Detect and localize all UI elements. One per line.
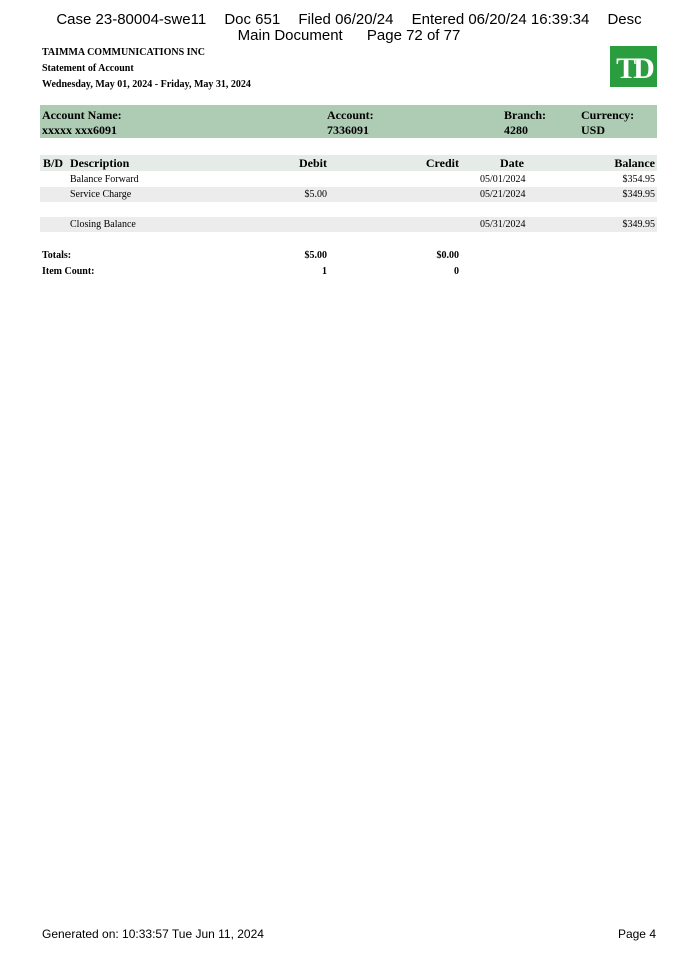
td-logo bbox=[610, 46, 657, 87]
doc-number: Doc 651 bbox=[224, 11, 281, 28]
case-number: Case 23-80004-swe11 bbox=[56, 11, 207, 28]
account-number-label: Account: bbox=[327, 108, 374, 122]
entered-date: Entered 06/20/24 16:39:34 bbox=[411, 11, 590, 28]
company-name: TAIMMA COMMUNICATIONS INC bbox=[42, 47, 205, 58]
col-debit: Debit bbox=[299, 156, 327, 170]
currency-label: Currency: bbox=[581, 108, 635, 122]
account-number-value: 7336091 bbox=[327, 123, 369, 137]
debit-item-count: 1 bbox=[322, 266, 327, 277]
desc-label: Desc bbox=[607, 11, 642, 28]
branch-label: Branch: bbox=[504, 108, 546, 122]
col-description: Description bbox=[70, 156, 130, 170]
row-date: 05/31/2024 bbox=[480, 219, 526, 230]
account-name-value: xxxxx xxx6091 bbox=[42, 123, 117, 137]
table-row bbox=[40, 172, 657, 187]
transactions-column-header bbox=[40, 155, 657, 171]
main-document-label: Main Document bbox=[237, 27, 343, 44]
court-filing-header bbox=[0, 12, 698, 44]
generated-timestamp: Generated on: 10:33:57 Tue Jun 11, 2024 bbox=[42, 927, 264, 941]
row-date: 05/01/2024 bbox=[480, 174, 526, 185]
credit-total: $0.00 bbox=[436, 250, 459, 261]
col-credit: Credit bbox=[425, 156, 459, 170]
row-date: 05/21/2024 bbox=[480, 189, 526, 200]
statement-period: Wednesday, May 01, 2024 - Friday, May 31, 2024 bbox=[42, 79, 251, 90]
td-logo-mark bbox=[614, 52, 654, 82]
row-description: Balance Forward bbox=[70, 174, 139, 185]
credit-item-count: 0 bbox=[454, 266, 459, 277]
row-balance: $349.95 bbox=[622, 189, 655, 200]
branch-value: 4280 bbox=[504, 123, 528, 137]
table-row bbox=[40, 202, 657, 217]
table-row bbox=[40, 217, 657, 232]
account-info-band bbox=[40, 105, 657, 138]
currency-value: USD bbox=[581, 123, 606, 137]
row-balance: $349.95 bbox=[622, 219, 655, 230]
row-description: Service Charge bbox=[70, 189, 132, 200]
row-debit: $5.00 bbox=[304, 189, 327, 200]
td-logo-text: TD bbox=[615, 51, 652, 82]
debit-total: $5.00 bbox=[304, 250, 327, 261]
page-number: Page 4 bbox=[617, 927, 656, 941]
filed-date: Filed 06/20/24 bbox=[298, 11, 394, 28]
table-row bbox=[40, 187, 657, 202]
court-page-number: Page 72 of 77 bbox=[366, 27, 461, 44]
col-date: Date bbox=[500, 156, 524, 170]
col-balance: Balance bbox=[614, 156, 655, 170]
row-description: Closing Balance bbox=[70, 219, 136, 230]
item-count-label: Item Count: bbox=[42, 266, 95, 277]
statement-title: Statement of Account bbox=[42, 63, 134, 74]
col-bd: B/D bbox=[43, 156, 64, 170]
row-balance: $354.95 bbox=[622, 174, 655, 185]
totals-label: Totals: bbox=[42, 250, 72, 261]
account-name-label: Account Name: bbox=[42, 108, 122, 122]
